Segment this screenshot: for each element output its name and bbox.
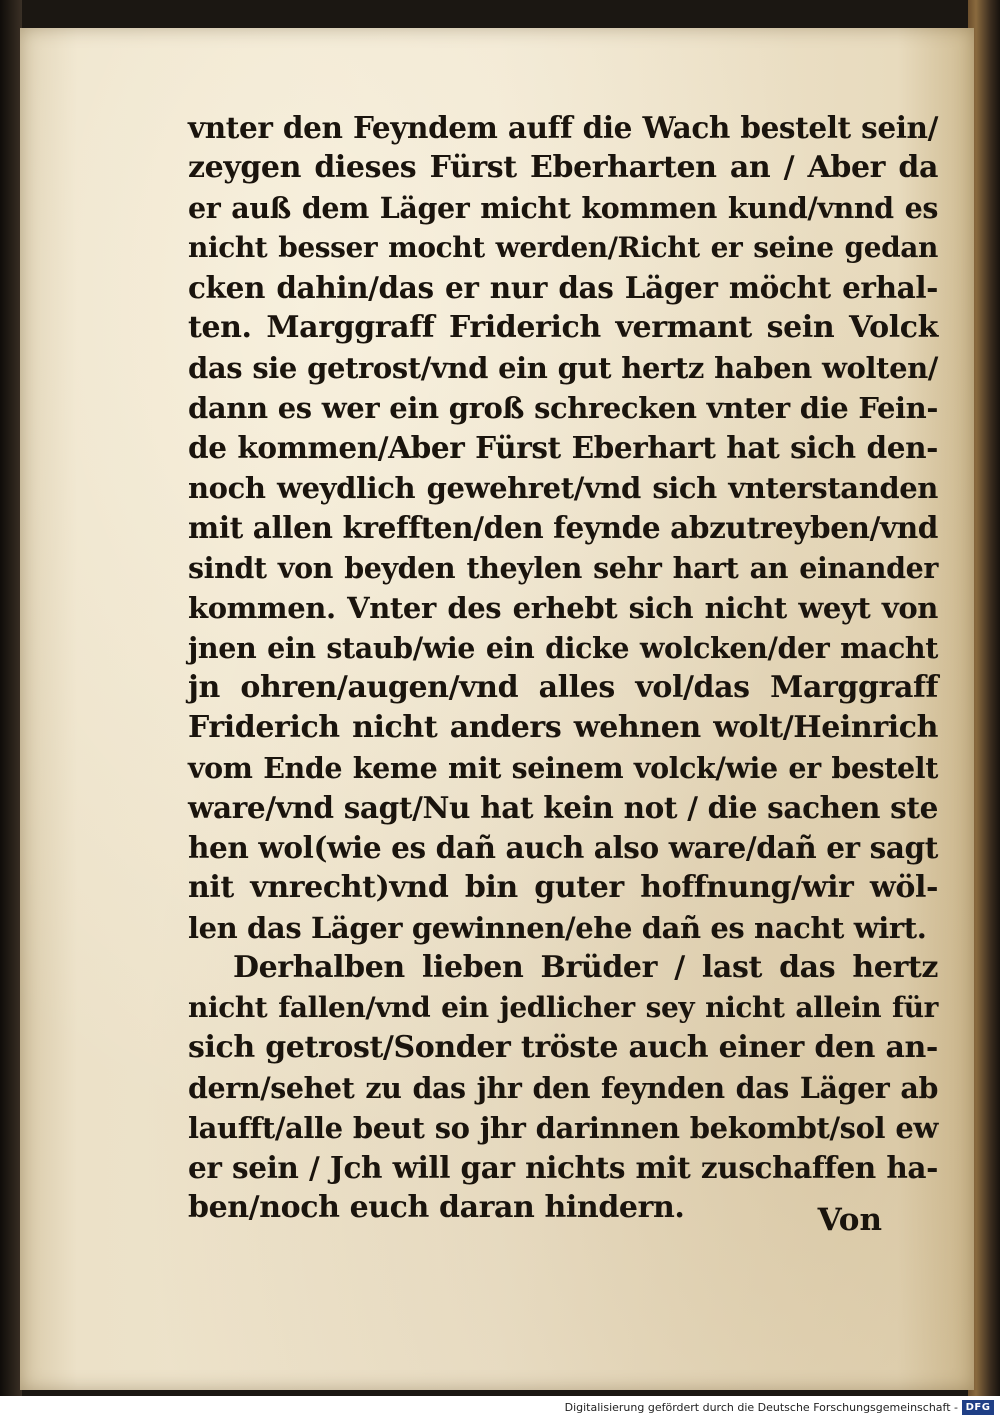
text-line: mit allen krefften/den feynde abzutreyben/vnd [188,510,938,545]
text-line: er sein / Jch will gar nichts mit zuschaffen ha- [188,1150,938,1185]
text-line: hen wol(wie es dañ auch also ware/dañ er sagt [188,830,938,865]
text-line: laufft/alle beut so jhr darinnen bekombt/sol ew [188,1111,938,1145]
text-line: sindt von beyden theylen sehr hart an einander [188,551,938,585]
text-line: ware/vnd sagt/Nu hat kein not / die sachen ste [188,790,938,825]
text-line: vom Ende keme mit seinem volck/wie er bestelt [188,751,938,785]
text-line: nit vnrecht)vnd bin guter hoffnung/wir wöl- [188,870,938,905]
text-line: noch weydlich gewehret/vnd sich vnterstanden [188,471,938,505]
text-line: dann es wer ein groß schrecken vnter die Fein- [188,391,938,425]
text-line: de kommen/Aber Fürst Eberhart hat sich den- [188,430,938,465]
text-line: nicht fallen/vnd ein jedlicher sey nicht allein für [188,991,938,1024]
text-line: Friderich nicht anders wehnen wolt/Heinrich [188,710,938,745]
text-line: kommen. Vnter des erhebt sich nicht weyt von [188,591,938,625]
text-line: dern/sehet zu das jhr den feynden das Läger ab [188,1071,938,1105]
funding-credit: Digitalisierung gefördert durch die Deutsche Forschungsgemeinschaft - [564,1401,958,1414]
catchword: Von [817,1202,882,1238]
text-line: ben/noch euch daran hindern. [188,1190,685,1225]
text-line: sich getrost/Sonder tröste auch einer den an- [188,1030,938,1065]
text-line: nicht besser mocht werden/Richt er seine gedan [188,231,938,264]
text-line: vnter den Feyndem auff die Wach bestelt sein/ [188,110,938,145]
page-text-block [188,108,938,1228]
text-line: ten. Marggraff Friderich vermant sein Volck [188,310,938,345]
dfg-logo: DFG [962,1400,994,1415]
text-line: jn ohren/augen/vnd alles vol/das Marggraff [188,670,938,705]
text-line: cken dahin/das er nur das Läger möcht erhal- [188,270,938,305]
text-line: er auß dem Läger micht kommen kund/vnnd es [188,191,938,225]
text-line: jnen ein staub/wie ein dicke wolcken/der macht [188,631,938,665]
binding-left-edge [0,0,22,1396]
text-line: len das Läger gewinnen/ehe dañ es nacht wirt. [188,911,927,945]
footer-bar [0,1396,1000,1420]
book-page [20,28,974,1390]
text-line: zeygen dieses Fürst Eberharten an / Aber da [188,150,938,185]
text-line: das sie getrost/vnd ein gut hertz haben wolten/ [188,351,938,385]
text-line-paragraph-start: Derhalben lieben Brüder / last das hertz [233,950,938,985]
